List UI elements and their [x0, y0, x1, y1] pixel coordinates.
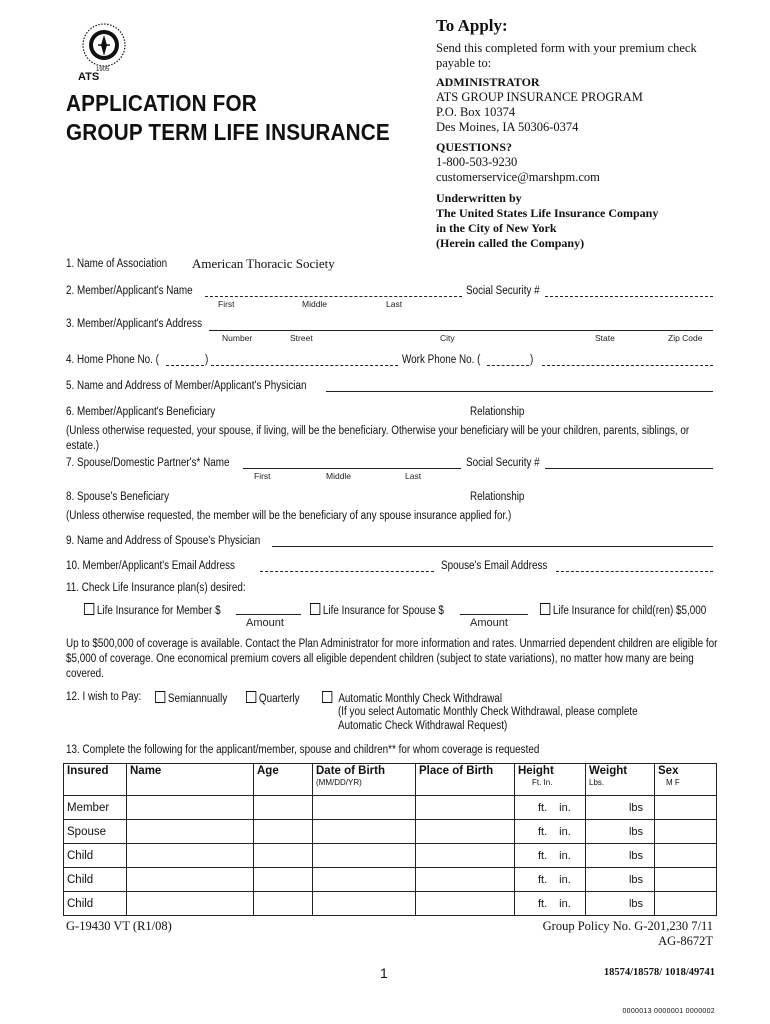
header-place: Place of Birth [416, 764, 515, 796]
row-place-cell[interactable] [416, 844, 515, 868]
table-row [64, 844, 717, 868]
f3-label: 3. Member/Applicant's Address [66, 318, 203, 330]
header-height-sub: Ft. In. [532, 778, 553, 787]
header-sex [655, 764, 717, 796]
header-age: Age [254, 764, 313, 796]
header-weight-label: Weight [589, 765, 628, 777]
phone-number: 1-800-503-9230 [436, 155, 518, 169]
lbs-label: lbs [628, 825, 643, 838]
f4-work-label: Work Phone No. ( [402, 354, 481, 366]
row-age-cell[interactable] [254, 820, 313, 844]
page-number: 1 [380, 965, 388, 981]
f5-label: 5. Name and Address of Member/Applicant's Physician [66, 380, 307, 392]
in-label: in. [559, 873, 571, 886]
pay-auto-checkbox[interactable] [322, 691, 332, 703]
addr-street-sub: Street [290, 333, 313, 343]
physician-field[interactable] [326, 391, 713, 392]
plan-spouse-checkbox[interactable] [310, 603, 320, 615]
ag-number: AG-8672T [658, 934, 713, 948]
row-dob-cell[interactable] [313, 844, 416, 868]
row-name-cell[interactable] [127, 868, 254, 892]
table-row [64, 868, 717, 892]
header-height-label: Height [518, 765, 554, 777]
row-sex-cell[interactable] [655, 868, 717, 892]
association-value[interactable]: American Thoracic Society [192, 256, 335, 271]
in-label: in. [559, 849, 571, 862]
row-insured: Child [64, 892, 127, 916]
form-number: G-19430 VT (R1/08) [66, 919, 172, 933]
ft-label: ft. [538, 897, 548, 910]
member-amount-sub: Amount [246, 617, 284, 629]
table-header-row [64, 764, 717, 796]
pay-semiannually-label: Semiannually [167, 693, 228, 705]
row-sex-cell[interactable] [655, 844, 717, 868]
header-height [515, 764, 586, 796]
row-height-cell[interactable] [515, 868, 586, 892]
spouse-email-field[interactable] [556, 571, 713, 572]
f10-label: 10. Member/Applicant's Email Address [66, 560, 236, 572]
f10-spouse-label: Spouse's Email Address [441, 560, 548, 572]
table-row [64, 796, 717, 820]
barcode-text: 0000013 0000001 0000002 [622, 1008, 715, 1015]
pay-semiannually-checkbox[interactable] [155, 691, 165, 703]
row-age-cell[interactable] [254, 892, 313, 916]
underwritten-1: Underwritten by [436, 191, 522, 205]
page-title [66, 89, 426, 147]
header-weight-sub: Lbs. [589, 778, 605, 787]
row-sex-cell[interactable] [655, 796, 717, 820]
plan-children-label: Life Insurance for child(ren) $5,000 [552, 605, 707, 617]
lbs-label: lbs [628, 849, 643, 862]
group-policy: Group Policy No. G-201,230 7/11 [542, 919, 713, 933]
member-amount-field[interactable] [236, 614, 301, 615]
row-dob-cell[interactable] [313, 820, 416, 844]
plan-children[interactable] [540, 603, 706, 617]
plan-children-checkbox[interactable] [540, 603, 550, 615]
apply-title: To Apply: [436, 16, 508, 35]
row-dob-cell[interactable] [313, 868, 416, 892]
insured-table [63, 763, 717, 916]
pay-quarterly-label: Quarterly [258, 693, 300, 705]
addr-state-sub: State [595, 333, 615, 343]
admin-label: ADMINISTRATOR [436, 75, 540, 89]
form-codes: 18574/18578/ 1018/49741 [603, 967, 715, 978]
pay-quarterly-checkbox[interactable] [246, 691, 256, 703]
row-dob-cell[interactable] [313, 892, 416, 916]
pay-auto-note-2: Automatic Check Withdrawal Request) [338, 720, 508, 732]
row-sex-cell[interactable] [655, 892, 717, 916]
spouse-ssn-field[interactable] [545, 468, 713, 469]
spouse-name-field[interactable] [243, 468, 461, 469]
underwritten-3: in the City of New York [436, 221, 557, 235]
row-insured: Member [64, 796, 127, 820]
f2-label: 2. Member/Applicant's Name [66, 285, 193, 297]
row-place-cell[interactable] [416, 796, 515, 820]
pay-auto[interactable] [322, 691, 502, 705]
row-place-cell[interactable] [416, 892, 515, 916]
row-weight-cell[interactable] [586, 820, 655, 844]
pay-auto-label: Automatic Monthly Check Withdrawal [338, 693, 503, 705]
row-name-cell[interactable] [127, 844, 254, 868]
ft-label: ft. [538, 873, 548, 886]
f8-relationship: Relationship [470, 491, 525, 503]
member-name-field[interactable] [205, 296, 462, 297]
row-height-cell[interactable] [515, 820, 586, 844]
f1-label: 1. Name of Association [66, 258, 168, 270]
row-insured: Child [64, 844, 127, 868]
f7-ssn-label: Social Security # [466, 457, 540, 469]
ft-label: ft. [538, 825, 548, 838]
row-name-cell[interactable] [127, 796, 254, 820]
spouse-last-sub: Last [405, 471, 422, 481]
row-insured: Child [64, 868, 127, 892]
spouse-first-sub: First [254, 471, 271, 481]
pay-quarterly[interactable] [246, 691, 300, 705]
address-field[interactable] [209, 330, 713, 331]
admin-po: P.O. Box 10374 [436, 105, 516, 119]
row-insured: Spouse [64, 820, 127, 844]
row-age-cell[interactable] [254, 844, 313, 868]
ft-label: ft. [538, 849, 548, 862]
row-name-cell[interactable] [127, 820, 254, 844]
row-height-cell[interactable] [515, 892, 586, 916]
row-name-cell[interactable] [127, 892, 254, 916]
apply-block [436, 16, 746, 251]
row-height-cell[interactable] [515, 796, 586, 820]
table-row [64, 892, 717, 916]
row-weight-cell[interactable] [586, 796, 655, 820]
plan-member-checkbox[interactable] [84, 603, 94, 615]
header-weight [586, 764, 655, 796]
header-dob [313, 764, 416, 796]
row-place-cell[interactable] [416, 868, 515, 892]
row-weight-cell[interactable] [586, 892, 655, 916]
pay-auto-note-1: (If you select Automatic Monthly Check Withdrawal, please complete [338, 706, 638, 718]
row-dob-cell[interactable] [313, 796, 416, 820]
row-place-cell[interactable] [416, 820, 515, 844]
name-last-sub: Last [386, 299, 403, 309]
name-first-sub: First [218, 299, 235, 309]
row-sex-cell[interactable] [655, 820, 717, 844]
row-weight-cell[interactable] [586, 868, 655, 892]
pay-semiannually[interactable] [155, 691, 227, 705]
spouse-amount-field[interactable] [460, 614, 528, 615]
name-middle-sub: Middle [302, 299, 328, 309]
apply-instructions: Send this completed form with your premium check payable to: [436, 41, 697, 70]
addr-city-sub: City [440, 333, 455, 343]
f4-work-close: ) [530, 354, 534, 366]
admin-name: ATS GROUP INSURANCE PROGRAM [436, 90, 643, 104]
home-area-field[interactable] [166, 365, 204, 366]
row-height-cell[interactable] [515, 844, 586, 868]
header-dob-label: Date of Birth [316, 765, 385, 777]
header-dob-sub: (MM/DD/YR) [316, 778, 362, 787]
plan-member[interactable] [84, 603, 221, 617]
f11-label: 11. Check Life Insurance plan(s) desired: [66, 582, 246, 594]
work-phone-field[interactable] [542, 365, 713, 366]
f4-close: ) [205, 354, 209, 366]
f4-label: 4. Home Phone No. ( [66, 354, 159, 366]
plan-member-label: Life Insurance for Member $ [96, 605, 221, 617]
title-line-1: APPLICATION FOR [66, 90, 257, 116]
admin-city: Des Moines, IA 50306-0374 [436, 120, 579, 134]
f8-label: 8. Spouse's Beneficiary [66, 491, 170, 503]
spouse-middle-sub: Middle [326, 471, 352, 481]
questions-label: QUESTIONS? [436, 140, 513, 154]
f2-ssn-label: Social Security # [466, 285, 540, 297]
row-weight-cell[interactable] [586, 844, 655, 868]
in-label: in. [559, 897, 571, 910]
underwritten-4: (Herein called the Company) [436, 236, 585, 250]
row-age-cell[interactable] [254, 796, 313, 820]
f6-relationship: Relationship [470, 406, 525, 418]
spouse-amount-sub: Amount [470, 617, 508, 629]
contact-email: customerservice@marshpm.com [436, 170, 600, 184]
ats-logo [76, 20, 132, 83]
logo-year: 1905 [96, 67, 110, 73]
lbs-label: lbs [628, 897, 643, 910]
table-row [64, 820, 717, 844]
f6-label: 6. Member/Applicant's Beneficiary [66, 406, 216, 418]
header-sex-label: Sex [658, 765, 679, 777]
row-age-cell[interactable] [254, 868, 313, 892]
f12-label: 12. I wish to Pay: [66, 691, 142, 703]
logo-text: ATS [78, 71, 100, 83]
in-label: in. [559, 825, 571, 838]
addr-number-sub: Number [222, 333, 253, 343]
title-line-2: GROUP TERM LIFE INSURANCE [66, 119, 390, 145]
addr-zip-sub: Zip Code [668, 333, 703, 343]
ft-label: ft. [538, 801, 548, 814]
member-ssn-field[interactable] [545, 296, 713, 297]
f13-label: 13. Complete the following for the applicant/member, spouse and children** for whom coverage is requested [66, 744, 540, 756]
lbs-label: lbs [628, 801, 643, 814]
header-name: Name [127, 764, 254, 796]
f6-note: (Unless otherwise requested, your spouse, if living, will be the beneficiary. Otherwise your beneficiary will be your children, parents, siblings, or estate.) [66, 425, 690, 452]
spouse-physician-field[interactable] [272, 546, 713, 547]
f8-note: (Unless otherwise requested, the member will be the beneficiary of any spouse insurance applied for.) [66, 510, 512, 522]
home-phone-field[interactable] [211, 365, 398, 366]
f7-label: 7. Spouse/Domestic Partner's* Name [66, 457, 230, 469]
member-email-field[interactable] [260, 571, 434, 572]
ats-seal-icon [76, 20, 132, 70]
header-sex-sub: M F [666, 778, 680, 787]
header-insured: Insured [64, 764, 127, 796]
plan-spouse[interactable] [310, 603, 444, 617]
f9-label: 9. Name and Address of Spouse's Physician [66, 535, 261, 547]
coverage-note: Up to $500,000 of coverage is available. Contact the Plan Administrator for more information and rates. Unmarried dependent children are eligible for $5,000 of coverage. One economical premium covers all eligible dependent children (subject to state variations), no matter how many are being covered. [66, 638, 718, 680]
plan-spouse-label: Life Insurance for Spouse $ [322, 605, 444, 617]
in-label: in. [559, 801, 571, 814]
work-area-field[interactable] [487, 365, 529, 366]
underwritten-2: The United States Life Insurance Company [436, 206, 659, 220]
lbs-label: lbs [628, 873, 643, 886]
